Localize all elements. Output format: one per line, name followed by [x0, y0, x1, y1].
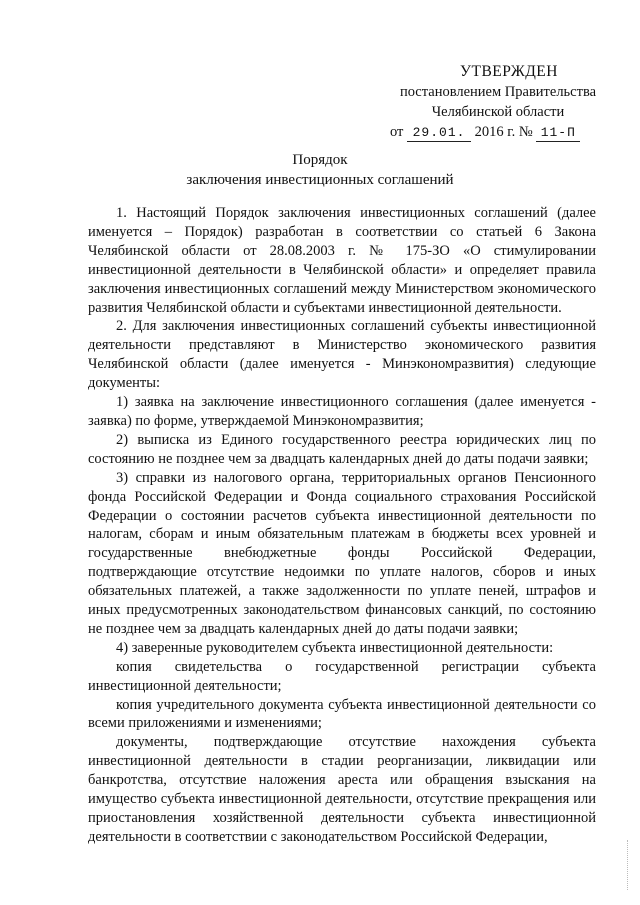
- document-title: Порядок: [292, 152, 348, 168]
- approval-line-2: Челябинской области: [431, 104, 565, 120]
- paragraph-1: 1. Настоящий Порядок заключения инвестиционных соглашений (далее именуется – Порядок) разработан в соответствии со статьей 6 Закона Челябинской области от 28.08.2003 г. № 175-ЗО «О стимулировании инвестиционной деятельности в Челябинской области» и определяет правила заключения инвестиционных соглашений между Министерством экономического развития Челябинской области и субъектами инвестиционной деятельности.: [88, 205, 596, 316]
- document-body: [88, 204, 596, 847]
- item-3: 3) справки из налогового органа, территориальных органов Пенсионного фонда Российской Федерации и Фонда социального страхования Российской Федерации о состоянии расчетов субъекта инвестиционной деятельности по налогам, сборам и иным обязательным платежам в бюджеты всех уровней и государственные внебюджетные фонды Российской Федерации, подтверждающие отсутствие недоимки по уплате налогов, сборов и иных обязательных платежей, а также задолженности по уплате пеней, штрафов и иных предусмотренных законодательством финансовых санкций, по состоянию не позднее чем за двадцать календарных дней до даты подачи заявки;: [88, 469, 596, 637]
- approval-stamp: [388, 62, 608, 142]
- from-label: от: [390, 124, 404, 140]
- year-label: 2016 г. №: [474, 124, 533, 140]
- approval-line-1: постановлением Правительства: [399, 84, 597, 100]
- approval-date: 29.01.: [407, 125, 471, 142]
- document-subtitle: заключения инвестиционных соглашений: [186, 172, 454, 188]
- item-4: 4) заверенные руководителем субъекта инвестиционной деятельности:: [116, 639, 554, 656]
- margin-mark: [627, 840, 636, 890]
- item-1: 1) заявка на заключение инвестиционного соглашения (далее именуется - заявка) по форме, утверждаемой Минэкономразвития;: [88, 394, 596, 429]
- subitem-documents: документы, подтверждающие отсутствие нахождения субъекта инвестиционной деятельности в стадии реорганизации, ликвидации или банкротства, отсутствие наложения ареста или обращения взыскания на имущество субъекта инвестиционной деятельности, отсутствие прекращения или приостановления хозяйственной деятельности субъекта инвестиционной деятельности в соответствии с законодательством Российской Федерации,: [88, 734, 596, 845]
- paragraph-2: 2. Для заключения инвестиционных соглашений субъекты инвестиционной деятельности представляют в Министерство экономического развития Челябинской области (далее именуется - Минэкономразвития) следующие документы:: [88, 318, 596, 392]
- subitem-certificate: копия свидетельства о государственной регистрации субъекта инвестиционной деятельности;: [88, 658, 596, 694]
- approval-title: УТВЕРЖДЕН: [460, 63, 558, 80]
- approval-date-line: [390, 122, 608, 142]
- subitem-charter: копия учредительного документа субъекта инвестиционной деятельности со всеми приложениями и изменениями;: [88, 696, 596, 732]
- item-2: 2) выписка из Единого государственного реестра юридических лиц по состоянию не позднее чем за двадцать календарных дней до даты подачи заявки;: [88, 431, 596, 467]
- approval-number: 11-П: [536, 125, 580, 142]
